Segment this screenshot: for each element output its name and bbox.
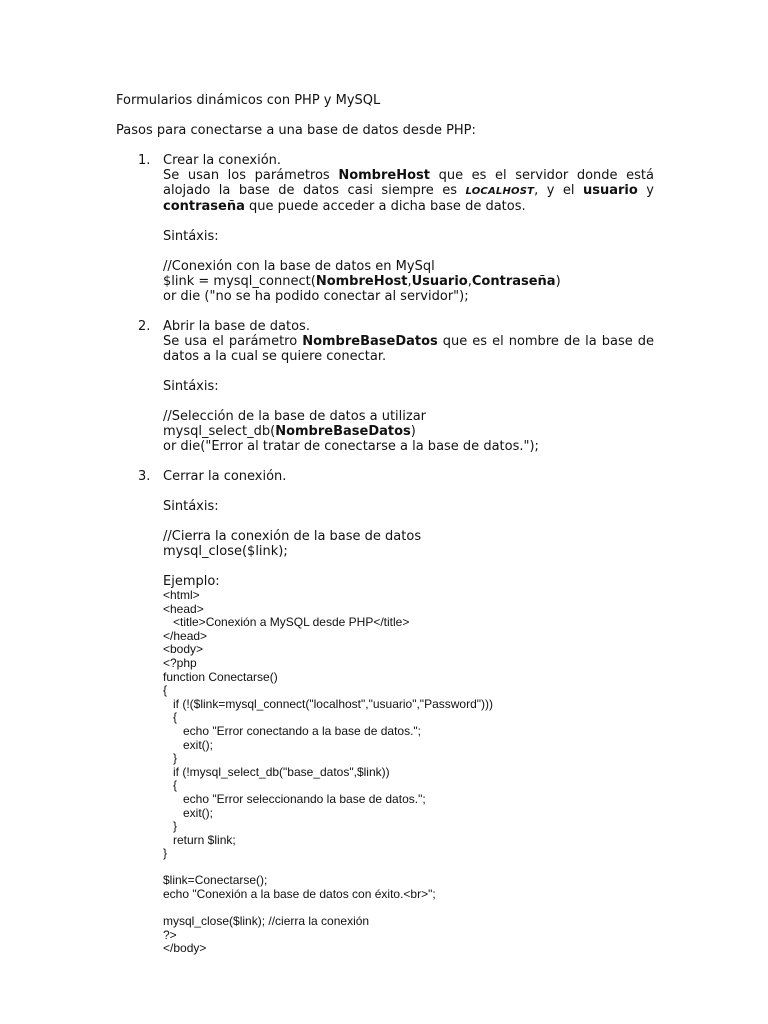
code-line: ?> — [163, 927, 177, 942]
code-line: echo "Conexión a la base de datos con éxito.<br>"; — [163, 887, 436, 902]
code-line: if (!mysql_select_db("base_datos",$link)) — [163, 764, 390, 779]
description-text: Se usa el parámetro — [163, 334, 298, 349]
syntax-label: Sintáxis: — [163, 499, 219, 514]
description-bold-term: usuario — [583, 183, 638, 198]
code-text: , — [407, 274, 412, 289]
description-bold-term: NombreBaseDatos — [302, 334, 438, 349]
spacer — [163, 394, 654, 409]
code-line: echo "Error conectando a la base de datos."; — [163, 723, 422, 738]
code-line: { — [163, 683, 168, 698]
code-line: exit(); — [163, 737, 214, 752]
description-text: que es el nombre de la base de datos a la cual se quiere conectar. — [163, 334, 654, 364]
step-description — [163, 334, 654, 364]
code-comment: //Selección de la base de datos a utilizar — [163, 409, 427, 424]
code-parameter: Contraseña — [471, 274, 556, 289]
description-bold-term: NombreHost — [338, 168, 430, 183]
code-line: mysql_close($link); //cierra la conexión — [163, 914, 370, 929]
code-line: } — [163, 819, 178, 834]
code-comment: //Cierra la conexión de la base de datos — [163, 529, 422, 544]
description-text: que es el servidor donde está alojado la base de datos casi siempre es — [163, 168, 654, 198]
code-line: { — [163, 710, 178, 725]
syntax-label: Sintáxis: — [163, 229, 219, 244]
code-die: or die("Error al tratar de conectarse a la base de datos."); — [163, 439, 539, 454]
step-heading: Cerrar la conexión. — [163, 469, 287, 484]
code-text: , — [467, 274, 472, 289]
description-text: y — [646, 183, 654, 198]
example-code-block — [163, 589, 654, 956]
code-line: <html> — [163, 588, 200, 602]
code-text: ) — [555, 274, 561, 289]
code-line: <title>Conexión a MySQL desde PHP</title> — [163, 615, 410, 630]
code-line: if (!($link=mysql_connect("localhost","usuario","Password"))) — [163, 696, 494, 711]
code-parameter: NombreHost — [315, 274, 408, 289]
code-line: function Conectarse() — [163, 669, 278, 684]
code-line: mysql_close($link); — [163, 544, 288, 559]
code-line: exit(); — [163, 805, 214, 820]
step-2 — [116, 319, 654, 454]
code-text: $link = mysql_connect( — [163, 274, 316, 289]
description-text: Se usan los parámetros — [163, 168, 330, 183]
code-line: <head> — [163, 601, 204, 616]
step-number: 1. — [138, 153, 151, 168]
example-label: Ejemplo: — [163, 574, 220, 589]
code-line: return $link; — [163, 832, 236, 847]
description-text: , y el — [534, 183, 575, 198]
description-bold-term: contraseña — [163, 199, 245, 214]
code-line: $link=Conectarse(); — [163, 873, 268, 888]
code-line — [163, 274, 654, 289]
document-intro: Pasos para conectarse a una base de datos desde PHP: — [116, 123, 476, 138]
code-line: } — [163, 846, 168, 861]
code-line — [163, 902, 654, 916]
description-text: que puede acceder a dicha base de datos. — [249, 199, 526, 214]
code-parameter: Usuario — [411, 274, 468, 289]
step-3 — [116, 469, 654, 956]
code-text: mysql_select_db( — [163, 424, 276, 439]
step-heading: Abrir la base de datos. — [163, 319, 310, 334]
spacer — [163, 244, 654, 259]
step-number: 2. — [138, 319, 151, 334]
code-comment: //Conexión con la base de datos en MySql — [163, 259, 435, 274]
localhost-term: LOCALHOST — [465, 186, 535, 197]
code-line: </head> — [163, 628, 208, 643]
code-line: } — [163, 751, 178, 766]
spacer — [163, 364, 654, 379]
step-description — [163, 168, 654, 214]
code-line: { — [163, 778, 178, 793]
step-number: 3. — [138, 469, 151, 484]
code-line: </body> — [163, 941, 207, 956]
code-parameter: NombreBaseDatos — [275, 424, 411, 439]
code-line: echo "Error seleccionando la base de datos."; — [163, 791, 426, 806]
step-1 — [116, 153, 654, 304]
code-line — [163, 424, 654, 439]
code-line: <?php — [163, 655, 197, 670]
spacer — [163, 484, 654, 499]
code-die: or die ("no se ha podido conectar al servidor"); — [163, 289, 469, 304]
code-line — [163, 861, 654, 875]
spacer — [163, 214, 654, 229]
document-title: Formularios dinámicos con PHP y MySQL — [116, 93, 381, 108]
steps-list — [116, 153, 654, 956]
spacer — [163, 559, 654, 574]
step-heading: Crear la conexión. — [163, 153, 282, 168]
code-text: ) — [410, 424, 416, 439]
code-line: <body> — [163, 642, 204, 657]
spacer — [163, 514, 654, 529]
syntax-label: Sintáxis: — [163, 379, 219, 394]
